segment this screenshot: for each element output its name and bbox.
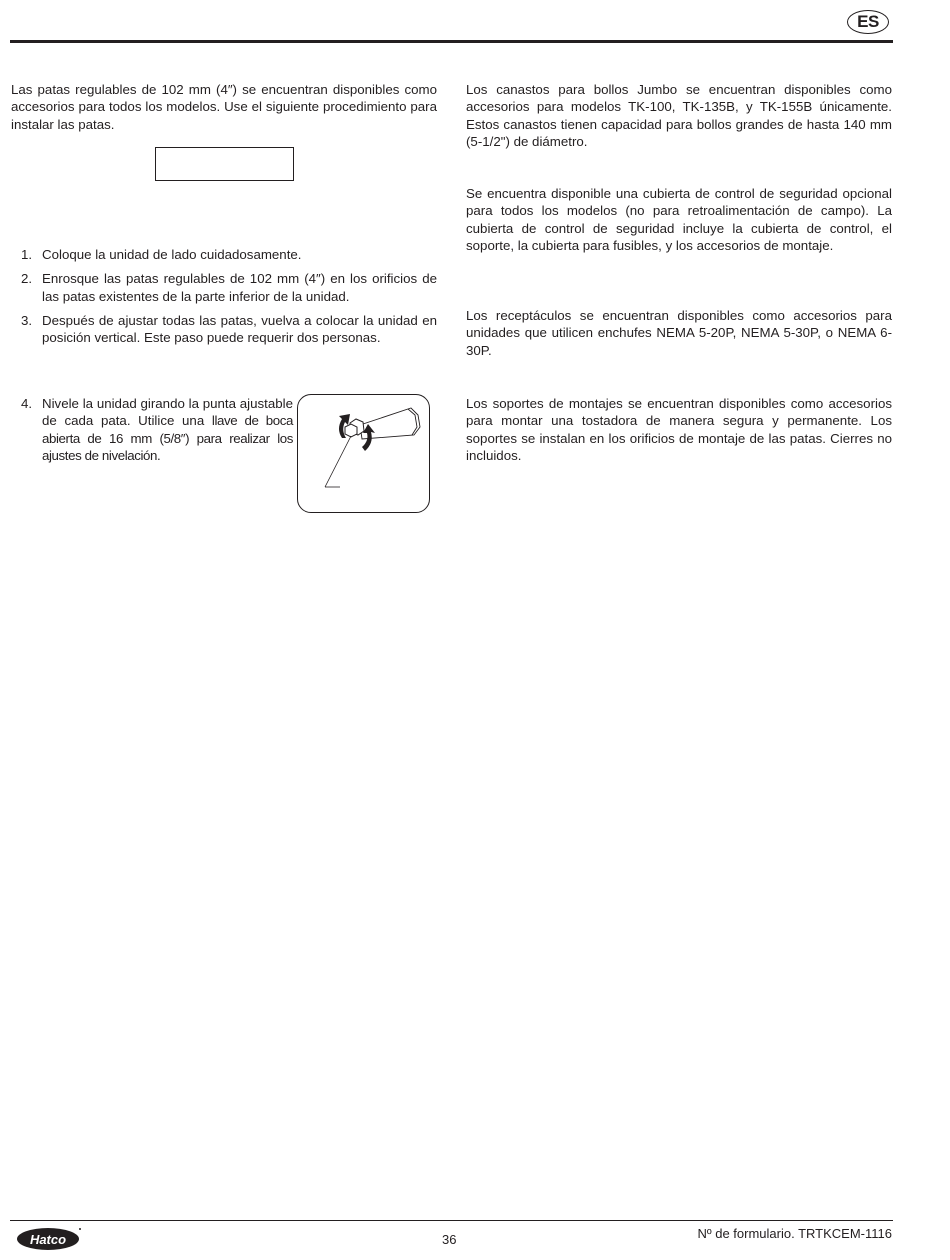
hatco-logo [16, 1226, 82, 1257]
step-text: Coloque la unidad de lado cuidadosamente. [42, 247, 302, 262]
step-number: 3. [21, 312, 33, 328]
leg-intro-paragraph [11, 81, 437, 133]
jumbo-bun-baskets-paragraph [466, 81, 892, 150]
section-heading-placeholder-box [155, 147, 294, 181]
svg-text:Hatco: Hatco [29, 1232, 67, 1247]
step-item [11, 270, 437, 305]
safety-control-cover-paragraph [466, 185, 892, 254]
step-text: Después de ajustar todas las patas, vuelva a colocar la unidad en posición vertical. Este paso puede requerir dos personas. [42, 312, 437, 346]
header-rule [10, 40, 893, 43]
step-number: 1. [21, 247, 33, 262]
leg-intro-text: Las patas regulables de 102 mm (4″) se encuentran disponibles como accesorios para todos los modelos. Use el siguiente procedimiento para instalar las patas. [11, 82, 437, 132]
step-number: 4. [21, 396, 33, 411]
leg-install-steps [11, 246, 437, 353]
leg-adjustment-figure [297, 394, 430, 513]
step-number: 2. [21, 271, 33, 287]
language-badge: ES [847, 10, 889, 34]
step-item [11, 246, 437, 263]
footer-rule [10, 1220, 893, 1221]
adjustable-leg-rotation-icon [298, 395, 428, 511]
paragraph-text: Los canastos para bollos Jumbo se encuentran disponibles como accesorios para modelos TK-100, TK-135B, y TK-155B únicamente. Estos canastos tienen capacidad para bollos grandes de hasta 140 mm (5-1/2") de diámetro. [466, 82, 892, 149]
paragraph-text: Se encuentra disponible una cubierta de control de seguridad opcional para todos los modelos (no para retroalimentación de campo). La cubierta de control de seguridad incluye la cubierta de control, el soporte, la cubierta para fusibles, y los accesorios de montaje. [466, 186, 892, 253]
receptacles-paragraph [466, 307, 892, 359]
step-text-part: llave de boca abierta de 16 mm (5/8″) para realizar los ajustes de nivelación. [42, 413, 293, 463]
mounting-brackets-paragraph [466, 395, 892, 464]
step-text: Enrosque las patas regulables de 102 mm (4″) en los orificios de las patas existentes de la parte inferior de la unidad. [42, 271, 437, 304]
step-item [11, 312, 437, 347]
paragraph-text: Los receptáculos se encuentran disponibles como accesorios para unidades que utilicen enchufes NEMA 5-20P, NEMA 5-30P, o NEMA 6-30P. [466, 308, 892, 358]
form-number: Nº de formulario. TRTKCEM-1116 [697, 1226, 892, 1241]
step-text [11, 395, 293, 464]
step-item [11, 395, 293, 464]
paragraph-text: Los soportes de montajes se encuentran disponibles como accesorios para montar una tostadora de manera segura y permanente. Los soportes se instalan en los orificios de montaje de las patas. Cierres no incluidos. [466, 396, 892, 463]
step-text-part: Nivele la unidad girando la punta ajustable de cada pata. Utilice una [42, 396, 293, 429]
page-number: 36 [442, 1232, 457, 1247]
